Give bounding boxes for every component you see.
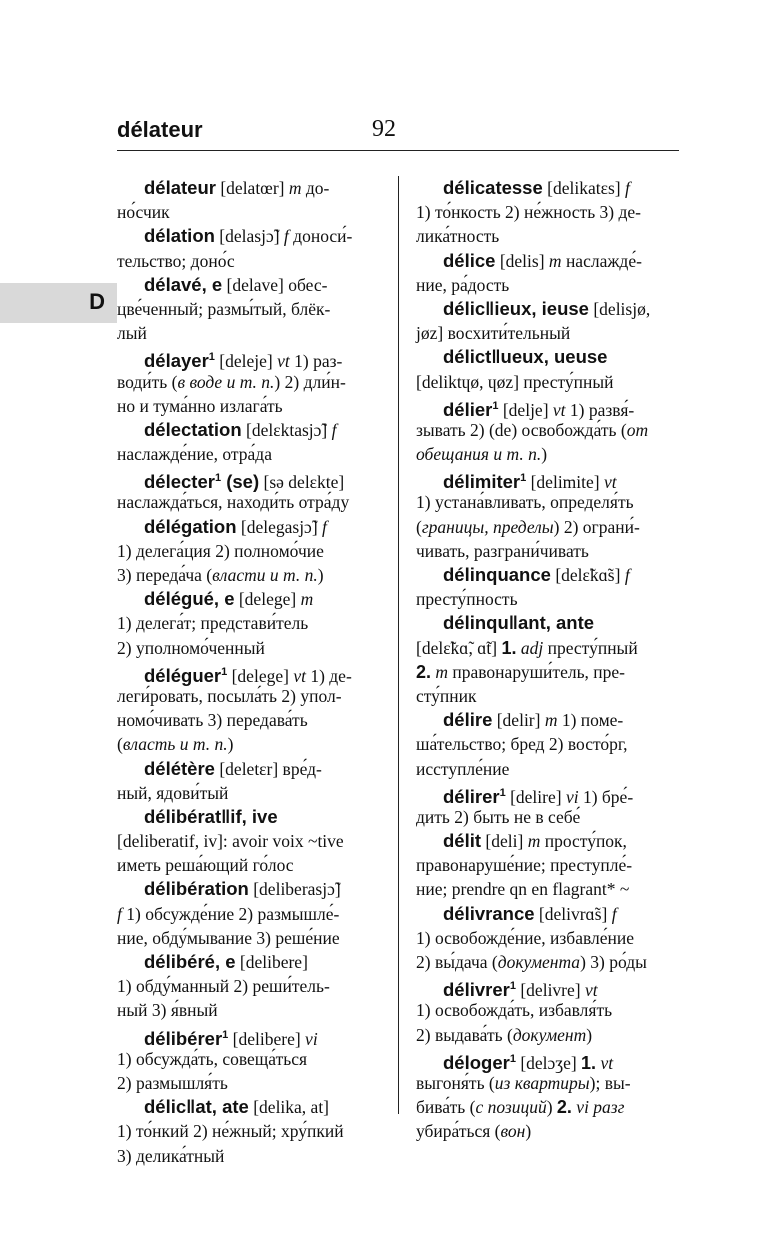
entry-text: jøz] восхити́тельный	[416, 323, 571, 344]
entry-headword-line	[416, 563, 680, 587]
grammar-label: обещания и т. п.	[416, 444, 542, 465]
grammar-label: f	[117, 903, 122, 924]
entry-text: 1) делега́т; представи́тель	[117, 613, 309, 634]
entry-text: )	[541, 444, 548, 465]
headword: délinqu‖ant, ante	[443, 612, 595, 634]
grammar-label: m	[435, 661, 449, 682]
entry-text: [delivrɑ̃s]	[534, 903, 612, 924]
entry-headword-line	[416, 466, 680, 493]
headword: délateur	[144, 177, 216, 198]
entry-text: 1) раз-	[289, 351, 343, 372]
headword: délégué, e	[144, 588, 235, 610]
entry-text: доноси́-	[288, 226, 353, 247]
superscript: 1	[208, 351, 215, 364]
entry-headword-line	[416, 394, 680, 418]
entry-text: 2) выдава́ть (	[416, 1024, 513, 1045]
headword: délice	[443, 249, 496, 271]
entry-text: 1) освобожде́ние, избавле́ние	[416, 927, 635, 948]
entry-text: [delatœr]	[215, 178, 289, 198]
entry-text: зывать 2) (de) освобожда́ть (	[416, 419, 627, 440]
entry-line	[416, 805, 680, 829]
entry-line	[117, 732, 379, 756]
entry-text: чивать, разграни́чивать	[416, 540, 589, 561]
entry-text: )	[227, 734, 234, 755]
headword: délecter	[144, 471, 215, 493]
entry-text: )	[525, 1121, 532, 1142]
page-number: 92	[372, 116, 396, 142]
entry-line	[117, 781, 379, 805]
entry-text: наслажда́ться, находи́ть отра́ду	[117, 492, 350, 513]
entry-text: 2) вы́дача (	[416, 952, 498, 972]
entry-line	[117, 636, 379, 660]
entry-line	[416, 636, 680, 660]
entry-line	[117, 708, 379, 732]
entry-text: 2) уполномо́ченный	[117, 637, 265, 658]
entry-line	[416, 950, 680, 974]
entry-text: иметь реша́ющий го́лос	[117, 855, 294, 876]
left-column	[117, 176, 379, 1168]
headword: délier	[443, 398, 493, 420]
column-divider	[398, 176, 399, 1114]
entry-headword-line	[416, 708, 680, 732]
entry-text: [delibere]	[235, 952, 308, 972]
grammar-label: власти и т. п.	[212, 565, 318, 585]
entry-line	[117, 1144, 379, 1168]
grammar-label: власть и т. п.	[122, 734, 228, 755]
grammar-label: vt	[552, 399, 566, 420]
entry-text: [delɛktasjɔ̃]	[241, 419, 332, 440]
entry-text: 3) переда́ча (	[117, 565, 213, 585]
entry-text: [delɔʒe]	[515, 1052, 582, 1073]
headword: délation	[144, 225, 215, 247]
headword: délit	[443, 830, 482, 852]
entry-text: ); вы-	[589, 1072, 631, 1093]
headword: délibération	[144, 878, 249, 900]
grammar-label: документ	[512, 1024, 587, 1045]
headword: délayer	[144, 350, 209, 372]
entry-text: до-	[301, 178, 330, 198]
thumb-letter: D	[89, 289, 105, 314]
entry-line	[117, 321, 379, 345]
entry-text: но и тума́нно излага́ть	[117, 395, 283, 416]
entry-text: леги́ровать, посыла́ть 2) упол-	[117, 685, 342, 706]
entry-text: правонаруши́тель, пре-	[448, 661, 626, 682]
grammar-label: из квартиры	[494, 1072, 590, 1093]
entry-line	[117, 1071, 379, 1095]
grammar-label: f	[322, 516, 327, 537]
entry-line	[416, 1023, 680, 1047]
entry-text: убира́ться (	[416, 1121, 501, 1142]
entry-text: [deleje]	[214, 351, 278, 372]
grammar-label: f	[331, 419, 337, 440]
entry-text: [delisjø,	[588, 298, 651, 319]
entry-line	[416, 684, 680, 708]
entry-line	[117, 611, 379, 635]
entry-line	[117, 200, 379, 224]
grammar-label: vt	[584, 980, 598, 1001]
grammar-label: adj	[520, 637, 544, 658]
entry-line	[416, 853, 680, 877]
entry-line	[416, 660, 680, 684]
entry-text: наслажде́-	[561, 250, 642, 271]
entry-text: 1) де-	[305, 665, 352, 686]
entry-line	[416, 587, 680, 611]
superscript: 1	[221, 665, 228, 678]
entry-text: дить 2) быть не в себе́	[416, 806, 581, 827]
header-rule	[117, 150, 679, 151]
grammar-label: f	[611, 903, 617, 924]
entry-headword-line	[416, 974, 680, 1001]
headword: délibéré, e	[144, 951, 236, 972]
entry-text: води́ть (	[117, 371, 178, 392]
entry-headword-line	[117, 345, 379, 372]
entry-headword-line	[117, 1095, 379, 1119]
headword: délivrer	[443, 979, 510, 1001]
headword: déléguer	[144, 664, 222, 686]
grammar-label: m	[527, 831, 541, 852]
entry-text: тельство; доно́с	[117, 250, 235, 271]
grammar-label: m	[544, 710, 558, 731]
entry-text: 3) делика́тный	[117, 1145, 225, 1166]
entry-headword-line	[416, 249, 680, 273]
entry-text: [delege]	[234, 589, 301, 610]
entry-text: [delegasjɔ̃]	[236, 516, 323, 537]
entry-line	[416, 1095, 680, 1119]
entry-line	[117, 853, 379, 877]
entry-headword-line	[117, 757, 379, 781]
right-column	[416, 176, 680, 1144]
grammar-label: вон	[500, 1121, 526, 1142]
entry-text: ный 3) я́вный	[117, 1000, 218, 1021]
grammar-label: f	[624, 178, 630, 198]
sense-number: 2.	[556, 1097, 572, 1118]
headword: délic‖ieux, ieuse	[443, 297, 589, 319]
entry-headword-line	[416, 345, 680, 369]
entry-text: [delimite]	[526, 472, 604, 493]
grammar-label: vt	[600, 1052, 614, 1073]
entry-line	[416, 321, 680, 345]
entry-text: сту́пник	[416, 685, 477, 706]
entry-text: 1) бре́-	[578, 786, 634, 807]
entry-text: ние, ра́дость	[416, 274, 510, 295]
superscript: 1	[509, 980, 516, 993]
grammar-label: границы, пределы	[421, 516, 554, 537]
entry-text: (	[117, 734, 123, 755]
entry-line	[117, 998, 379, 1022]
entry-line	[416, 1119, 680, 1143]
headword: délibérat‖if, ive	[144, 805, 278, 827]
headword: délectation	[144, 418, 242, 440]
entry-text: [delave] обес-	[222, 274, 328, 295]
superscript: 1	[492, 399, 499, 412]
entry-headword-line	[117, 877, 379, 901]
entry-text: )	[586, 1024, 593, 1045]
entry-line	[117, 442, 379, 466]
entry-text: престу́пность	[416, 589, 518, 610]
entry-headword-line	[117, 805, 379, 829]
entry-line	[416, 539, 680, 563]
entry-text: лый	[117, 323, 147, 344]
entry-line	[416, 926, 680, 950]
grammar-label: от	[626, 419, 649, 440]
entry-headword-line	[416, 781, 680, 805]
entry-text: 2) размышля́ть	[117, 1072, 228, 1093]
entry-line	[416, 224, 680, 248]
entry-text: )	[317, 565, 324, 585]
grammar-label: m	[288, 178, 302, 198]
entry-headword-line	[416, 902, 680, 926]
grammar-label: vi	[565, 786, 579, 807]
headword: délict‖ueux, ueuse	[443, 346, 608, 368]
sense-number: 1.	[501, 637, 517, 658]
entry-text: 1) поме-	[557, 710, 624, 731]
entry-line	[117, 1047, 379, 1071]
entry-text: цве́ченный; размы́тый, блёк-	[117, 298, 331, 319]
entry-text: )	[546, 1097, 557, 1118]
entry-line	[416, 732, 680, 756]
grammar-label: vt	[293, 665, 306, 686]
entry-line	[416, 998, 680, 1022]
entry-line	[416, 442, 680, 466]
entry-text: [delire]	[505, 786, 566, 807]
entry-text: 1) делега́ция 2) полномо́чие	[117, 540, 324, 561]
thumb-index-tab	[0, 283, 117, 323]
entry-headword-line	[416, 297, 680, 321]
entry-line	[117, 563, 379, 587]
entry-headword-line	[117, 587, 379, 611]
entry-text: [delɛ̃kɑ̃s]	[550, 565, 625, 585]
headword: délic‖at, ate	[144, 1096, 249, 1118]
entry-line	[416, 515, 680, 539]
entry-text: [delibere]	[228, 1028, 306, 1049]
superscript: 1	[214, 472, 222, 485]
entry-text: 1) то́нкий 2) не́жный; хру́пкий	[117, 1121, 344, 1142]
entry-headword-line	[117, 418, 379, 442]
grammar-label: f	[283, 226, 289, 247]
entry-headword-line	[117, 176, 379, 200]
entry-headword-line	[117, 515, 379, 539]
entry-text: лика́тность	[416, 226, 500, 247]
entry-headword-line	[117, 1023, 379, 1047]
headword: délicatesse	[443, 177, 543, 198]
headword: délirer	[443, 785, 500, 807]
entry-line	[117, 249, 379, 273]
entry-text: [delikatɛs]	[542, 178, 625, 198]
entry-line	[117, 902, 379, 926]
entry-text: ) 2) дли́н-	[274, 371, 346, 392]
headword: délavé, e	[144, 273, 223, 295]
entry-headword-line	[117, 950, 379, 974]
entry-text: [delir]	[492, 710, 545, 731]
entry-text: [delege]	[227, 665, 294, 686]
headword: délivrance	[443, 902, 535, 924]
entry-text: [delɛ̃kɑ̃, ɑ̃t]	[416, 637, 502, 658]
entry-line	[416, 877, 680, 901]
entry-text: бива́ть (	[416, 1097, 476, 1118]
entry-headword-line	[416, 829, 680, 853]
grammar-label: vt	[277, 351, 290, 372]
entry-headword-line	[117, 660, 379, 684]
entry-text: [deliberatif, iv]: avoir voix ~tive	[117, 831, 344, 852]
entry-line	[416, 490, 680, 514]
entry-text: просту́пок,	[540, 831, 627, 852]
grammar-label: f	[624, 565, 630, 585]
entry-text: 1) освобожда́ть, избавля́ть	[416, 1000, 613, 1021]
superscript: 1	[499, 786, 506, 799]
entry-line	[416, 273, 680, 297]
entry-line	[117, 684, 379, 708]
superscript: 1	[509, 1052, 516, 1065]
headword: délégation	[144, 515, 237, 537]
entry-line	[117, 297, 379, 321]
entry-headword-line	[117, 224, 379, 248]
grammar-label: в воде и т. п.	[177, 371, 275, 392]
entry-text: но́счик	[117, 202, 170, 223]
entry-headword-line	[117, 273, 379, 297]
entry-text: 1) устана́вливать, определя́ть	[416, 492, 634, 513]
headword: déloger	[443, 1051, 510, 1073]
sense-number: 2.	[416, 661, 432, 682]
entry-text: исступле́ние	[416, 758, 510, 779]
entry-line	[416, 200, 680, 224]
entry-line	[416, 1071, 680, 1095]
headword: délibérer	[144, 1027, 223, 1049]
entry-text: [delasjɔ̃]	[214, 226, 284, 247]
entry-line	[117, 394, 379, 418]
entry-text: ) 3) ро́ды	[580, 952, 647, 972]
entry-text: номо́чивать 3) передава́ть	[117, 710, 308, 731]
headword: délimiter	[443, 471, 521, 493]
entry-text: правонаруше́ние; преступле́-	[416, 855, 633, 876]
entry-text: [sə delɛkte]	[259, 472, 345, 493]
grammar-label: vt	[604, 472, 617, 493]
entry-text: [deletɛr] вре́д-	[214, 758, 322, 779]
entry-text: [delje]	[498, 399, 553, 420]
entry-headword-line	[416, 611, 680, 635]
entry-text: ) 2) ограни́-	[553, 516, 640, 537]
headword: délinquance	[443, 564, 551, 585]
entry-line	[117, 974, 379, 998]
superscript: 1	[222, 1028, 229, 1041]
grammar-label: m	[548, 250, 562, 271]
grammar-label: vi разг	[576, 1097, 625, 1118]
grammar-label: с позиций	[475, 1097, 547, 1118]
entry-text: наслажде́ние, отра́да	[117, 444, 272, 465]
headword: (se)	[221, 471, 260, 493]
sense-number: 1.	[581, 1052, 597, 1073]
entry-text: 1) обду́манный 2) реши́тель-	[117, 976, 330, 997]
entry-text: [delika, at]	[248, 1097, 330, 1118]
entry-text: ша́тельство; бред 2) восто́рг,	[416, 734, 628, 755]
entry-text: ние; prendre qn en flagrant* ~	[416, 879, 630, 900]
entry-text: (	[416, 516, 422, 537]
grammar-label: m	[300, 589, 314, 610]
superscript: 1	[520, 472, 527, 485]
entry-line	[416, 370, 680, 394]
entry-line	[117, 1119, 379, 1143]
entry-text: [deliktɥø, ɥøz] престу́пный	[416, 371, 614, 392]
grammar-label: vi	[305, 1028, 318, 1049]
guide-word: délateur	[117, 117, 203, 142]
entry-text: [delis]	[495, 250, 549, 271]
entry-line	[117, 926, 379, 950]
entry-text: [deliberasjɔ̃]	[248, 879, 341, 900]
entry-text: [deli]	[481, 831, 528, 852]
entry-text: ние, обду́мывание 3) реше́ние	[117, 927, 340, 948]
entry-text: [delivre]	[515, 980, 585, 1001]
entry-line	[416, 757, 680, 781]
entry-text: 1) обсужде́ние 2) размышле́-	[121, 903, 340, 924]
entry-text: ный, ядови́тый	[117, 782, 229, 803]
entry-headword-line	[117, 466, 379, 493]
entry-line	[117, 370, 379, 394]
entry-text: 1) развя́-	[565, 399, 635, 420]
entry-text: 1) обсужда́ть, совеща́ться	[117, 1048, 308, 1069]
entry-line	[117, 539, 379, 563]
grammar-label: документа	[497, 952, 581, 972]
entry-text: выгоня́ть (	[416, 1072, 495, 1093]
headword: délire	[443, 709, 493, 731]
entry-headword-line	[416, 176, 680, 200]
entry-line	[416, 418, 680, 442]
entry-line	[117, 829, 379, 853]
entry-headword-line	[416, 1047, 680, 1071]
entry-text: 1) то́нкость 2) не́жность 3) де-	[416, 202, 642, 223]
entry-text: престу́пный	[543, 637, 638, 658]
headword: délétère	[144, 757, 215, 779]
entry-line	[117, 490, 379, 514]
